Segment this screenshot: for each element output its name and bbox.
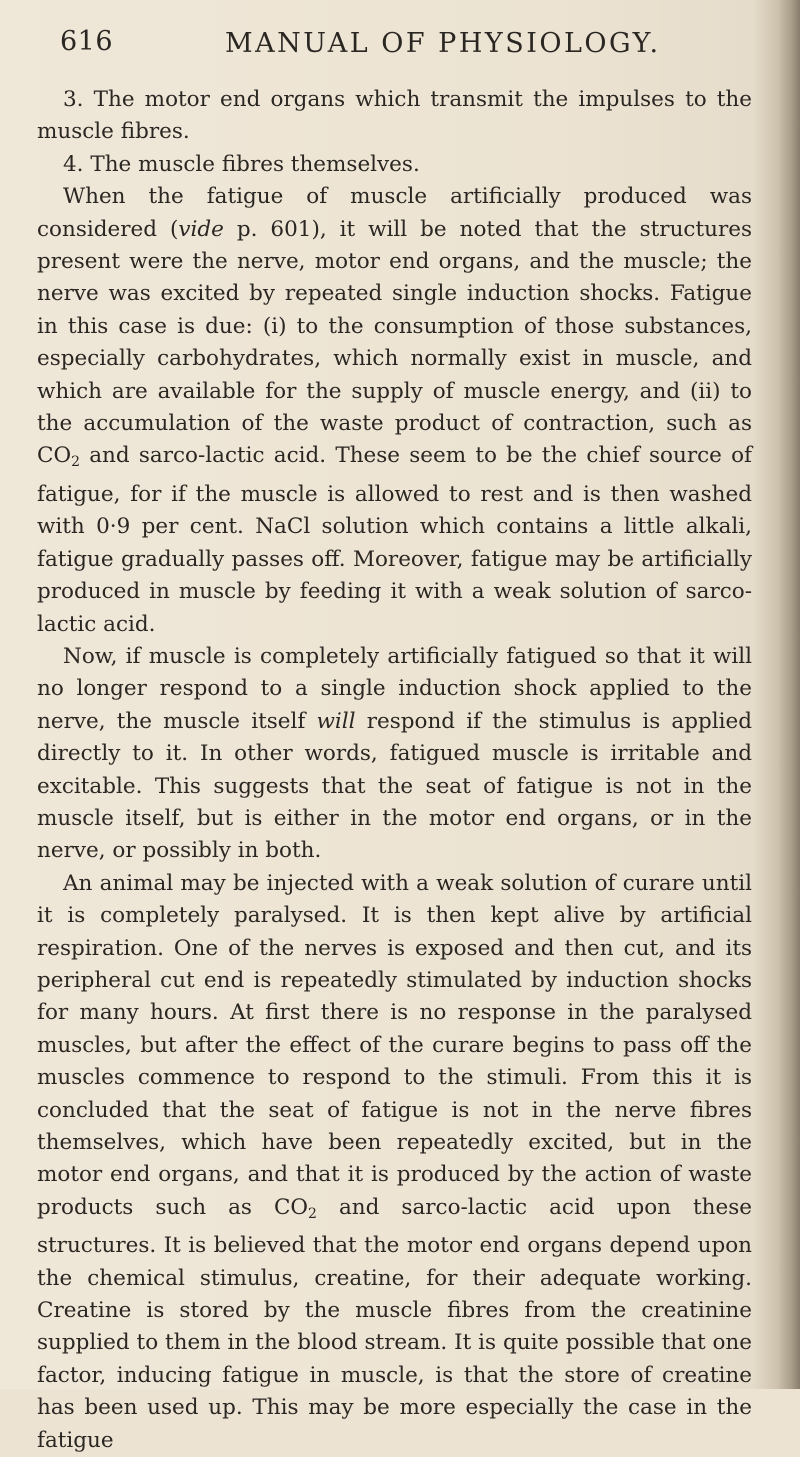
- subscript: 2: [71, 454, 80, 471]
- page-header: [60, 26, 760, 66]
- body-text: [37, 84, 752, 1457]
- paragraph-text: respond if the stimulus is applied directly to it. In other words, fatigued muscle is irritable and excitable. This suggests that the seat of fatigue is not in the muscle itself, but is either in the motor end organs, or in the nerve, or possibly in both.: [37, 708, 752, 864]
- subscript: 2: [308, 1205, 317, 1222]
- paragraph-text: When the fatigue of muscle artificially produced was considered (: [37, 184, 752, 242]
- list-item: 3. The motor end organs which transmit the impulses to the muscle fibres.: [37, 87, 752, 145]
- paragraph-text: and sarco-lactic acid upon these structures. It is believed that the motor end organs depend upon the chemical stimulus, creatine, for their adequate working. Creatine is stored by the muscle fibres from the creatinine supplied to them in the blood stream. It is quite possible that one factor, inducing fatigue in muscle, is that the store of creatine has been used up. This may be more especially the case in the fatigue: [37, 1194, 752, 1453]
- paragraph: [37, 181, 752, 641]
- page-number: 616: [60, 26, 114, 57]
- paragraph-text: An animal may be injected with a weak solution of curare until it is completely paralysed. It is then kept alive by artificial respiration. One of the nerves is exposed and then cut, and its peripheral cut end is repeatedly stimulated by induction shocks for many hours. At first there is no response in the paralysed muscles, but after the effect of the curare begins to pass off the muscles commence to respond to the stimuli. From this it is concluded that the seat of fatigue is not in the nerve fibres themselves, which have been repeatedly excited, but in the motor end organs, and that it is produced by the action of waste products such as CO: [37, 870, 752, 1220]
- paragraph-text: p. 601), it will be noted that the structures present were the nerve, motor end organs, and the muscle; the nerve was excited by repeated single induction shocks. Fatigue in this case is due: (i) to the consumption of those substances, especially carbohydrates, which normally exist in muscle, and which are available for the supply of muscle energy, and (ii) to the accumulation of the waste product of contraction, such as CO: [37, 216, 752, 469]
- italic-text: will: [316, 708, 356, 734]
- list-item: 4. The muscle fibres themselves.: [63, 151, 420, 177]
- paragraph: [37, 868, 752, 1457]
- italic-text: vide: [178, 216, 224, 242]
- paragraph: [37, 641, 752, 868]
- paragraph-text: and sarco-lactic acid. These seem to be the chief source of fatigue, for if the muscle is allowed to rest and is then washed with 0·9 per cent. NaCl solution which contains a little alkali, fatigue gradually passes off. Moreover, fatigue may be artificially produced in muscle by feeding it with a weak solution of sarco-lactic acid.: [37, 443, 752, 637]
- page-edge-shadow: [778, 0, 800, 1389]
- running-title: MANUAL OF PHYSIOLOGY.: [225, 28, 661, 59]
- paragraph-text: Now, if muscle is completely artificially fatigued so that it will no longer respond to a single induction shock applied to the nerve, the muscle itself: [37, 643, 752, 734]
